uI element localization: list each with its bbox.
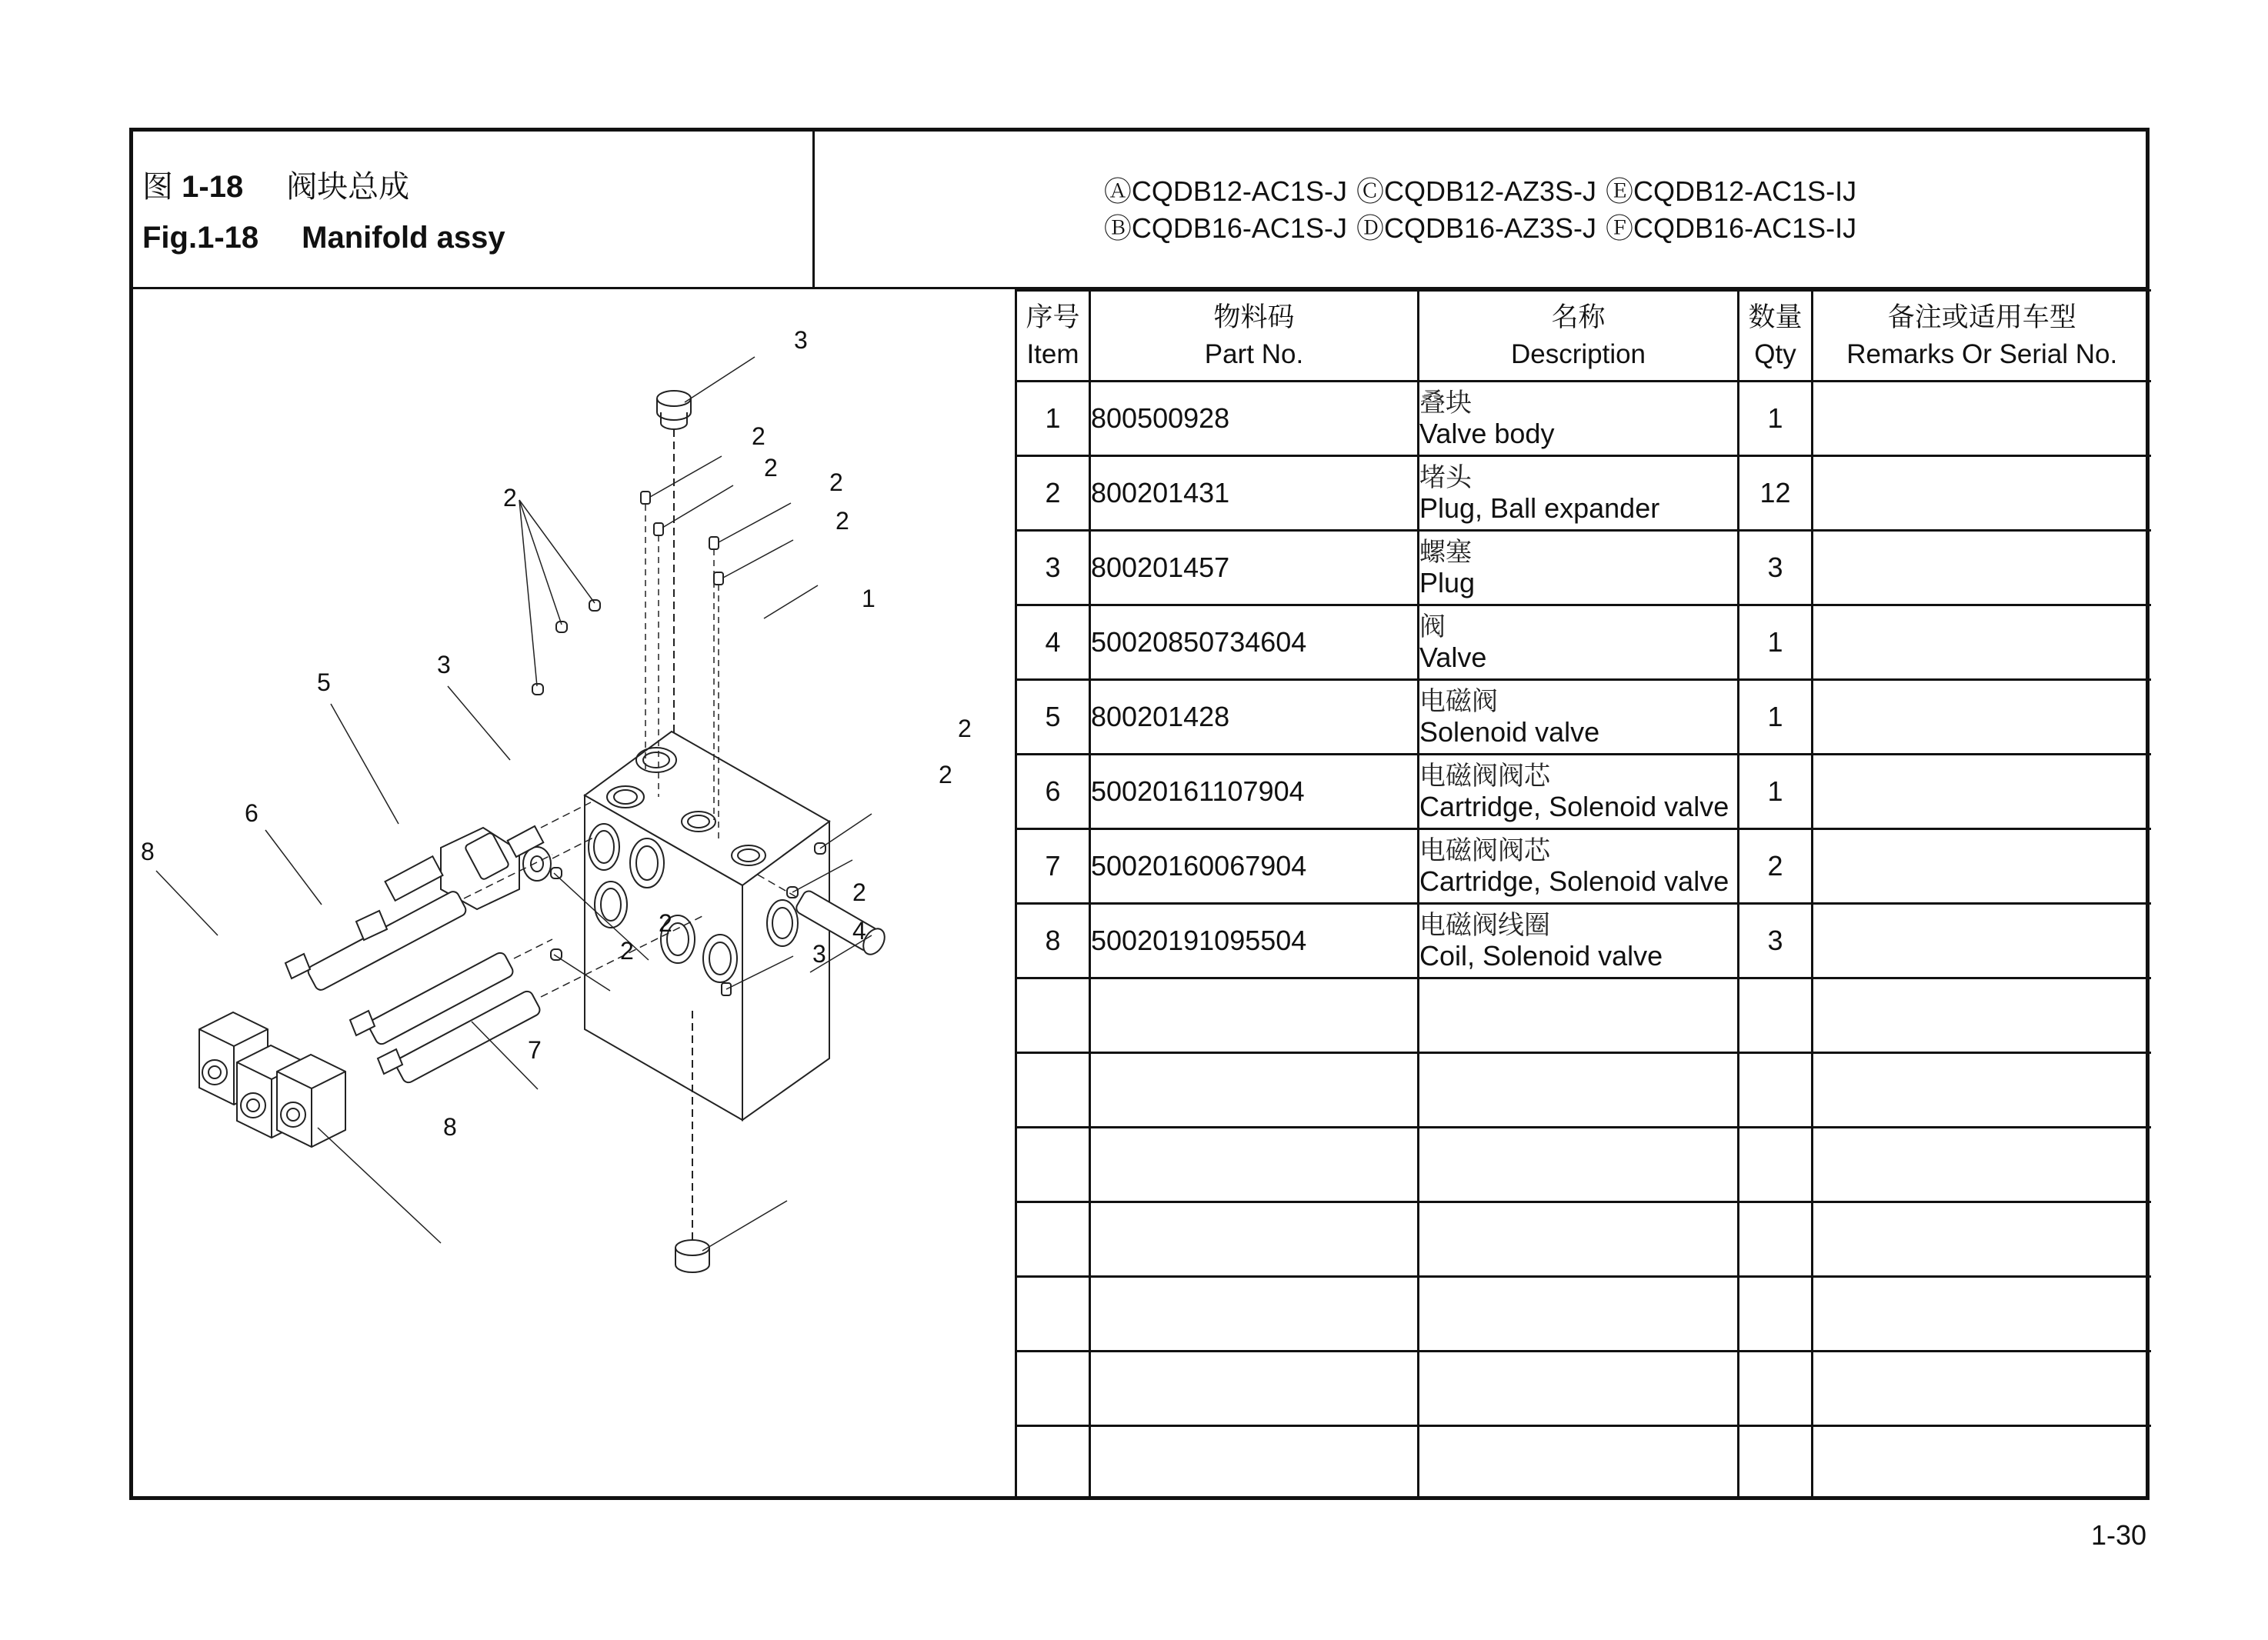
callout-item-6: 6 [245,799,258,827]
model-e: ⒺCQDB12-AC1S-IJ [1606,175,1857,207]
empty-table-row [1016,1426,2151,1500]
cell-item: 8 [1016,904,1090,978]
table-row [1016,904,2151,978]
cell-remarks [1813,456,2151,531]
cell-part-no: 50020191095504 [1090,904,1419,978]
cell-part-no: 50020160067904 [1090,829,1419,904]
figure-title-cn [142,168,409,205]
model-c: ⒸCQDB12-AZ3S-J [1356,175,1597,207]
cell-description: 电磁阀阀芯 Cartridge, Solenoid valve [1419,755,1739,829]
applicable-models [815,132,2146,288]
table-row [1016,605,2151,680]
cell-part-no: 800201457 [1090,531,1419,605]
col-header-description: 名称 Description [1419,291,1739,382]
solenoid-valve-icon [385,802,591,909]
callout-item-8: 8 [141,838,155,865]
coils-icon [199,1012,345,1147]
callout-item-2: 2 [835,507,849,535]
cell-remarks [1813,531,2151,605]
cell-qty: 2 [1739,829,1813,904]
col-header-remarks: 备注或适用车型 Remarks Or Serial No. [1813,291,2151,382]
cell-description: 螺塞 Plug [1419,531,1739,605]
cell-part-no: 50020850734604 [1090,605,1419,680]
table-row [1016,829,2151,904]
callout-item-2: 2 [752,422,765,450]
empty-table-row [1016,1277,2151,1352]
callout-item-3-top: 3 [794,326,808,354]
figure-prefix-cn: 图 [142,170,173,204]
cell-remarks [1813,829,2151,904]
cell-description: 叠块 Valve body [1419,382,1739,456]
callout-item-8: 8 [443,1113,457,1141]
callout-item-2: 2 [659,909,672,937]
empty-table-row [1016,1053,2151,1128]
cell-item: 3 [1016,531,1090,605]
model-d: ⒹCQDB16-AZ3S-J [1356,212,1597,244]
cell-item: 5 [1016,680,1090,755]
figure-title-en [142,219,505,256]
figure-number-cn: 1-18 [182,170,244,204]
figure-title-block [133,132,815,288]
callout-item-2: 2 [829,468,843,496]
figure-number-en: Fig.1-18 [142,221,259,255]
exploded-view-drawing [133,289,1014,1500]
cell-description: 电磁阀线圈 Coil, Solenoid valve [1419,904,1739,978]
col-header-item: 序号 Item [1016,291,1090,382]
callout-item-3-bottom: 3 [812,940,826,968]
cell-description: 阀 Valve [1419,605,1739,680]
cell-item: 1 [1016,382,1090,456]
plug-top-icon [657,391,691,735]
table-row [1016,531,2151,605]
empty-table-row [1016,1352,2151,1426]
callout-item-7: 7 [528,1036,542,1064]
parts-table-body [1016,382,2151,1500]
table-row [1016,680,2151,755]
cell-remarks [1813,680,2151,755]
empty-table-row [1016,978,2151,1053]
callout-item-5: 5 [317,668,331,696]
cell-part-no: 800500928 [1090,382,1419,456]
cell-item: 4 [1016,605,1090,680]
figure-frame [129,128,2150,1500]
callout-item-3-side: 3 [437,651,451,678]
callout-item-2: 2 [852,878,866,906]
cell-item: 6 [1016,755,1090,829]
models-line-1 [815,175,2146,208]
models-line-2 [815,212,2146,245]
page-number: 1-30 [2091,1519,2147,1551]
cell-qty: 1 [1739,605,1813,680]
cell-qty: 3 [1739,904,1813,978]
model-b: ⒷCQDB16-AC1S-J [1103,212,1347,244]
cell-remarks [1813,605,2151,680]
callout-item-4: 4 [852,917,866,945]
cell-remarks [1813,755,2151,829]
callout-item-2: 2 [958,715,972,742]
cell-description: 电磁阀 Solenoid valve [1419,680,1739,755]
cell-remarks [1813,382,2151,456]
cell-description: 堵头 Plug, Ball expander [1419,456,1739,531]
cell-item: 7 [1016,829,1090,904]
cell-part-no: 800201431 [1090,456,1419,531]
empty-table-row [1016,1128,2151,1202]
cell-item: 2 [1016,456,1090,531]
valve-body-icon [585,732,829,1120]
callout-item-2: 2 [764,454,778,482]
col-header-qty: 数量 Qty [1739,291,1813,382]
table-row [1016,456,2151,531]
cell-qty: 12 [1739,456,1813,531]
cell-qty: 1 [1739,382,1813,456]
manifold-illustration [133,289,1014,1500]
model-a: ⒶCQDB12-AC1S-J [1103,175,1347,207]
callout-item-1: 1 [862,585,876,612]
cell-qty: 1 [1739,755,1813,829]
col-header-part-no: 物料码 Part No. [1090,291,1419,382]
cell-part-no: 800201428 [1090,680,1419,755]
callout-item-2: 2 [939,761,952,788]
callout-item-2-group: 2 [503,484,517,512]
parts-table [1015,289,2151,1499]
cell-qty: 3 [1739,531,1813,605]
cell-description: 电磁阀阀芯 Cartridge, Solenoid valve [1419,829,1739,904]
table-row [1016,755,2151,829]
model-f: ⒻCQDB16-AC1S-IJ [1606,212,1857,244]
cell-part-no: 50020161107904 [1090,755,1419,829]
table-header-row [1016,291,2151,382]
figure-name-en: Manifold assy [302,221,505,255]
empty-table-row [1016,1202,2151,1277]
cell-remarks [1813,904,2151,978]
figure-name-cn: 阀块总成 [286,170,410,204]
callout-item-2: 2 [620,937,634,965]
table-row [1016,382,2151,456]
cell-qty: 1 [1739,680,1813,755]
